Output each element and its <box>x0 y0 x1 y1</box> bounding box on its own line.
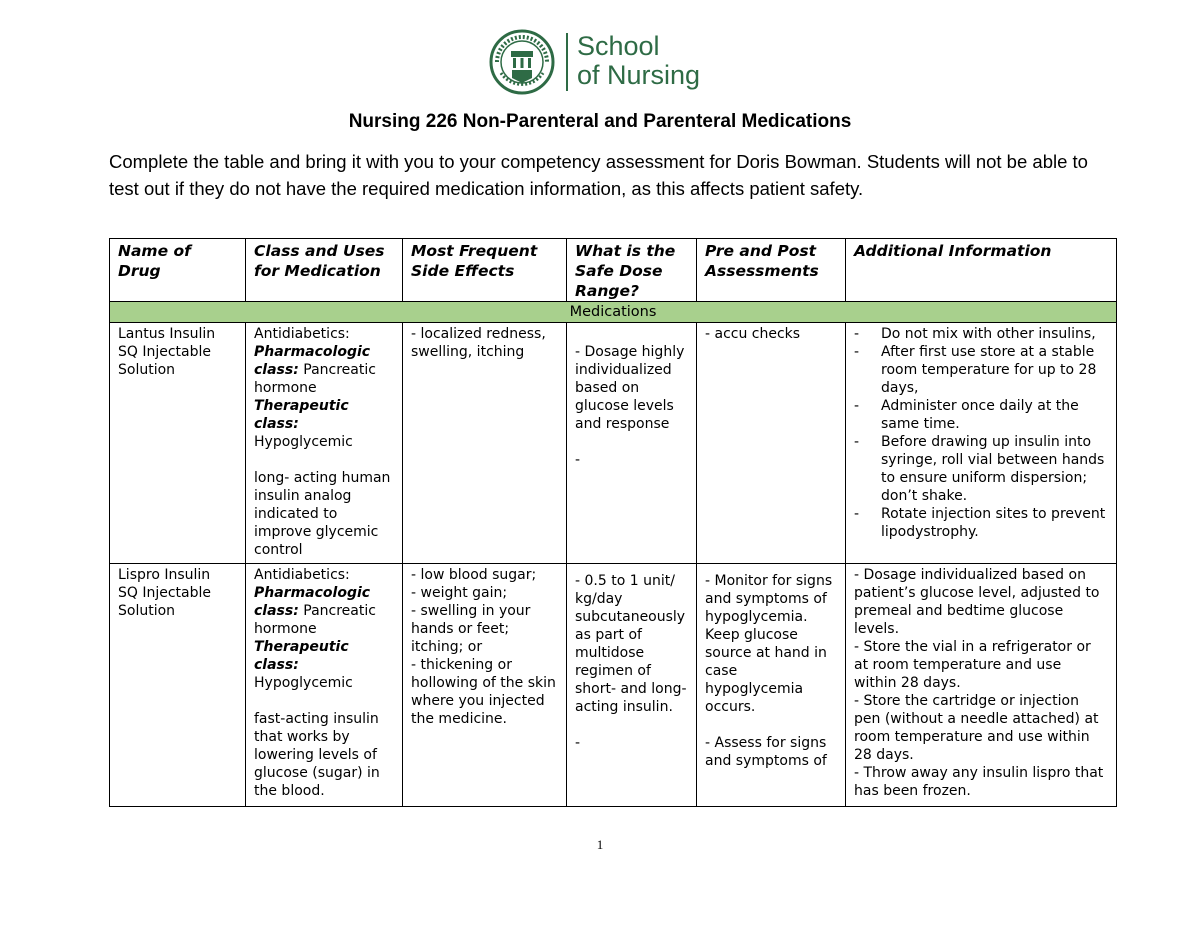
table-row <box>110 564 1117 807</box>
pharm-class-label: Pharmacologic class: <box>254 585 371 619</box>
table-row <box>110 323 1117 564</box>
pharm-class-value: Pancreatic hormone <box>254 362 376 396</box>
ther-class-value: Hypoglycemic <box>254 434 353 450</box>
side-effects-cell <box>403 564 567 807</box>
list-item: - Before drawing up insulin into syringe, roll vial between hands to ensure uniform dispersion; don’t shake. <box>854 433 1108 505</box>
assessments-cell <box>697 564 846 807</box>
dose-item: - <box>575 452 581 468</box>
medication-table <box>109 238 1117 807</box>
additional-item: - Store the cartridge or injection pen (without a needle attached) at room temperature and use within 28 days. <box>854 693 1099 763</box>
additional-item: - Store the vial in a refrigerator or at room temperature and use within 28 days. <box>854 639 1091 691</box>
document-title: Nursing 226 Non-Parenteral and Parenteral Medications <box>348 111 852 132</box>
drug-use: long- acting human insulin analog indicated to improve glycemic control <box>254 470 391 558</box>
additional-item: - Dosage individualized based on patient’s glucose level, adjusted to premeal and bedtime glucose levels. <box>854 567 1100 637</box>
instructions-paragraph: Complete the table and bring it with you to your competency assessment for Doris Bowman. Students will not be able to test out if they do not have the required medication information, as this affects patient safety. <box>109 151 1088 199</box>
dose-item: - <box>575 735 581 751</box>
side-effect: itching; or <box>411 639 483 655</box>
drug-name-line: SQ Injectable <box>118 344 212 360</box>
drug-name-line: Lispro Insulin <box>118 567 211 583</box>
pharm-class-value: Pancreatic hormone <box>254 603 376 637</box>
drug-name-line: SQ Injectable <box>118 585 212 601</box>
assessment-item: - Assess for signs and symptoms of <box>705 735 827 769</box>
additional-info-list <box>854 325 1108 541</box>
logo-divider <box>566 33 568 91</box>
side-effects-cell <box>403 323 567 564</box>
assessment-item: - accu checks <box>705 326 801 342</box>
header-safe-dose: What is the Safe Dose Range? <box>567 239 697 302</box>
header-drug-name: Name of Drug <box>110 239 246 302</box>
drug-name-cell <box>110 564 246 807</box>
header-additional-info: Additional Information <box>846 239 1117 302</box>
dose-item: - Dosage highly individualized based on glucose levels and response <box>575 344 685 432</box>
safe-dose-cell <box>567 564 697 807</box>
list-item: - Do not mix with other insulins, <box>854 325 1108 343</box>
section-row <box>110 302 1117 323</box>
class-uses-cell <box>246 564 403 807</box>
list-item: - Administer once daily at the same time. <box>854 397 1108 433</box>
drug-name-line: Lantus Insulin <box>118 326 216 342</box>
assessments-cell <box>697 323 846 564</box>
school-of-nursing-logo <box>489 29 713 95</box>
side-effect: - thickening or hollowing of the skin where you injected the medicine. <box>411 657 556 727</box>
ther-class-label: Therapeutic class: <box>254 639 349 673</box>
additional-info-cell <box>846 564 1117 807</box>
pharm-class <box>254 584 394 638</box>
university-seal-icon <box>489 29 555 95</box>
assessment-item: - Monitor for signs and symptoms of hypoglycemia. Keep glucose source at hand in case hypoglycemia occurs. <box>705 573 833 715</box>
list-item: - Rotate injection sites to prevent lipodystrophy. <box>854 505 1108 541</box>
header-class-uses: Class and Uses for Medication <box>246 239 403 302</box>
header-side-effects: Most Frequent Side Effects <box>403 239 567 302</box>
drug-use: fast-acting insulin that works by lowering levels of glucose (sugar) in the blood. <box>254 711 380 799</box>
side-effect: - swelling in your hands or feet; <box>411 603 531 637</box>
list-item: - After first use store at a stable room temperature for up to 28 days, <box>854 343 1108 397</box>
ther-class-value: Hypoglycemic <box>254 675 353 691</box>
class-intro: Antidiabetics: <box>254 567 350 583</box>
logo-line-2: of Nursing <box>577 60 701 90</box>
pharm-class <box>254 343 394 397</box>
drug-name-line: Solution <box>118 603 176 619</box>
side-effect: - weight gain; <box>411 585 508 601</box>
logo-line-1: School <box>577 31 660 61</box>
drug-name-cell <box>110 323 246 564</box>
side-effect: - localized redness, swelling, itching <box>411 326 546 360</box>
page-number: 1 <box>596 837 604 852</box>
additional-item: - Throw away any insulin lispro that has been frozen. <box>854 765 1104 799</box>
side-effect: - low blood sugar; <box>411 567 537 583</box>
pharm-class-label: Pharmacologic class: <box>254 344 371 378</box>
additional-info-cell <box>846 323 1117 564</box>
dose-item: - 0.5 to 1 unit/ kg/day subcutaneously as part of multidose regimen of short- and long- acting insulin. <box>575 573 687 715</box>
class-uses-cell <box>246 323 403 564</box>
safe-dose-cell <box>567 323 697 564</box>
table-header-row <box>110 239 1117 302</box>
section-label: Medications <box>110 302 1117 323</box>
ther-class-label: Therapeutic class: <box>254 398 349 432</box>
logo-wordmark <box>577 32 700 90</box>
header-assessments: Pre and Post Assessments <box>697 239 846 302</box>
drug-name-line: Solution <box>118 362 176 378</box>
class-intro: Antidiabetics: <box>254 326 350 342</box>
